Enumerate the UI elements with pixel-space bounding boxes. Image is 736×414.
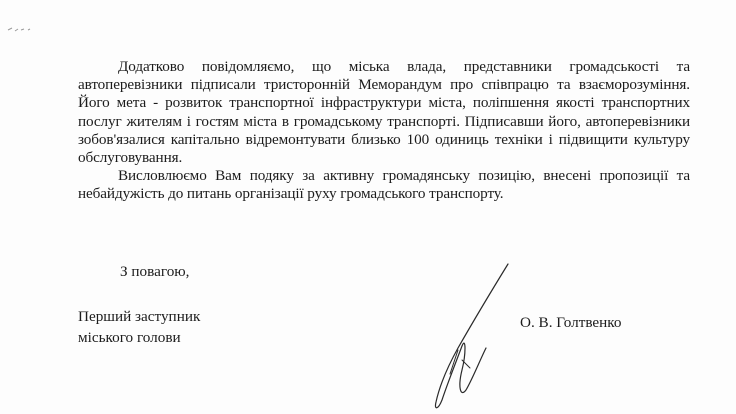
letter-paragraph-2: Висловлюємо Вам подяку за активну громадянську позицію, внесені пропозиції та небайдужість до питань організації руху громадського транспорту.	[78, 167, 690, 203]
signer-title-line-2: міського голови	[78, 329, 181, 346]
signer-title-line-1: Перший заступник	[78, 308, 201, 325]
letter-paragraph-1: Додатково повідомляємо, що міська влада, представники громадськості та автоперевізники підписали тристоронній Меморандум про співпрацю та взаєморозуміння. Його мета - розвиток транспортної інфраструктури міста, поліпшення якості транспортних послуг жителям і гостям міста в громадському транспорті. Підписавши його, автоперевізники зобов'язалися капітально відремонтувати близько 100 одиниць техніки і підвищити культуру обслуговування.	[78, 58, 690, 167]
handwritten-signature	[400, 250, 540, 414]
scan-artifact	[6, 20, 46, 36]
closing-phrase: З повагою,	[120, 263, 190, 280]
signer-title	[78, 306, 200, 348]
signer-name: О. В. Голтвенко	[520, 314, 622, 331]
